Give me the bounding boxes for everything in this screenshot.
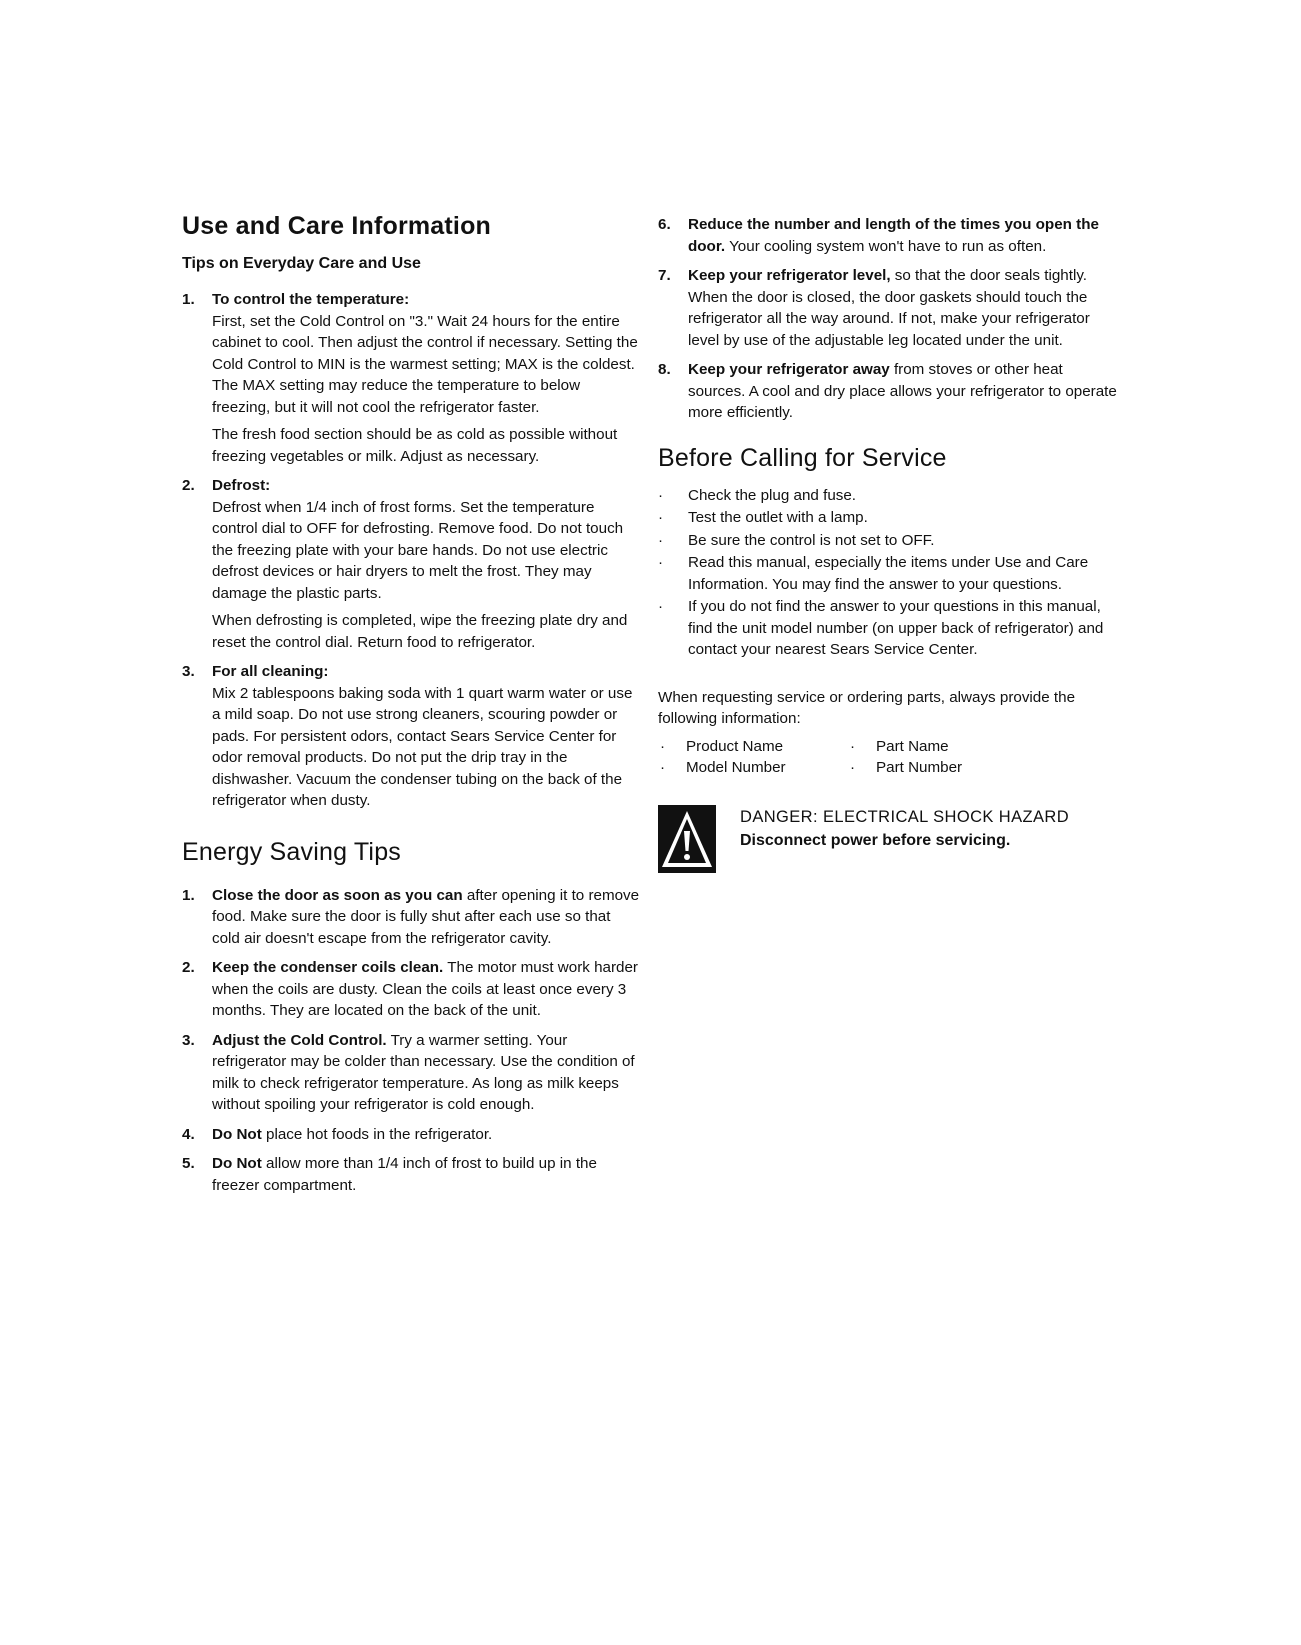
item-text: Your cooling system won't have to run as often. bbox=[725, 237, 1047, 255]
item-heading: For all cleaning: bbox=[212, 663, 329, 680]
list-item bbox=[848, 757, 1048, 779]
list-item bbox=[182, 1124, 642, 1146]
item-text: The fresh food section should be as cold as possible without freezing vegetables or milk. Adjust as necessary. bbox=[212, 426, 618, 465]
danger-text-block bbox=[740, 805, 1069, 853]
energy-list-continued bbox=[658, 214, 1124, 424]
item-text: Check the plug and fuse. bbox=[688, 486, 857, 504]
parts-info-list bbox=[658, 736, 1124, 779]
list-item bbox=[658, 485, 1124, 507]
item-text: First, set the Cold Control on "3." Wait 24 hours for the entire cabinet to cool. Then adjust the control if necessary. Setting the Cold Control to MIN is the warmest setting; MAX is the coldest. The MAX setting may reduce the temperature to below freezing, but it will not cool the refrigerator faster. bbox=[212, 312, 638, 416]
item-text: Try a warmer setting. Your refrigerator may be colder than necessary. Use the condition of milk to check refrigerator temperature. As long as milk keeps without spoiling your refrigerator is cold enough. bbox=[212, 1031, 635, 1113]
item-number: 7. bbox=[658, 267, 671, 284]
item-text: Defrost when 1/4 inch of frost forms. Set the temperature control dial to OFF for defrosting. Remove food. Do not touch the freezing plate with your bare hands. Do not use electric defrost devices or hair dryers to melt the frost. They may damage the plastic parts. bbox=[212, 498, 624, 602]
item-heading: Defrost: bbox=[212, 477, 271, 494]
item-lead: Keep your refrigerator away bbox=[688, 361, 890, 378]
bullet-icon: · bbox=[850, 759, 856, 776]
item-heading: To control the temperature: bbox=[212, 291, 410, 308]
list-item bbox=[658, 757, 848, 779]
item-lead: Adjust the Cold Control. bbox=[212, 1031, 387, 1049]
bullet-icon: · bbox=[658, 598, 664, 615]
list-item bbox=[182, 1030, 642, 1116]
warning-triangle-icon bbox=[658, 805, 716, 873]
item-number: 1. bbox=[182, 291, 195, 308]
list-item bbox=[658, 359, 1124, 424]
item-number: 2. bbox=[182, 959, 195, 976]
item-text: When defrosting is completed, wipe the freezing plate dry and reset the control dial. Return food to refrigerator. bbox=[212, 612, 628, 651]
list-item bbox=[182, 885, 642, 950]
item-text: Read this manual, especially the items under Use and Care Information. You may find the answer to your questions. bbox=[688, 554, 1089, 593]
item-number: 8. bbox=[658, 361, 671, 378]
item-text: Be sure the control is not set to OFF. bbox=[688, 531, 935, 549]
item-number: 4. bbox=[182, 1125, 195, 1143]
page-title: Use and Care Information bbox=[182, 212, 492, 240]
item-number: 2. bbox=[182, 477, 195, 494]
item-text: Part Name bbox=[876, 737, 949, 755]
item-text: Model Number bbox=[686, 759, 786, 776]
item-lead: Do Not bbox=[212, 1155, 262, 1172]
list-item bbox=[658, 596, 1124, 661]
item-lead: Close the door as soon as you can bbox=[212, 886, 463, 904]
item-text: so that the door seals tightly. When the door is closed, the door gaskets should touch the refrigerator all the way around. If not, make your refrigerator level by use of the adjustable leg located under the unit. bbox=[688, 267, 1090, 349]
item-lead: Reduce the number and length of the times you open the door. bbox=[688, 216, 1099, 255]
item-text: The motor must work harder when the coils are dusty. Clean the coils at least once every 3 months. They are located on the back of the unit. bbox=[212, 959, 638, 1019]
list-item bbox=[182, 475, 642, 653]
item-text: after opening it to remove food. Make sure the door is fully shut after each use so that cold air doesn't escape from the refrigerator cavity. bbox=[212, 886, 640, 947]
item-text: Test the outlet with a lamp. bbox=[688, 509, 868, 526]
item-lead: Keep your refrigerator level, bbox=[688, 267, 891, 284]
item-lead: Keep the condenser coils clean. bbox=[212, 959, 444, 976]
item-number: 3. bbox=[182, 663, 195, 680]
item-text: Mix 2 tablespoons baking soda with 1 quart warm water or use a mild soap. Do not use strong cleaners, scouring powder or pads. For persistent odors, contact Sears Service Center for odor removal products. Do not put the drip tray in the dishwasher. Vacuum the condenser tubing on the back of the refrigerator when dusty. bbox=[212, 684, 633, 809]
bullet-icon: · bbox=[850, 737, 856, 755]
left-column bbox=[182, 212, 642, 1204]
item-number: 1. bbox=[182, 886, 195, 904]
list-item bbox=[658, 736, 848, 758]
danger-notice bbox=[658, 805, 1124, 875]
list-item bbox=[658, 214, 1124, 257]
section-subtitle: Tips on Everyday Care and Use bbox=[182, 255, 421, 272]
bullet-icon: · bbox=[660, 759, 666, 776]
item-text: Product Name bbox=[686, 737, 784, 755]
bullet-icon: · bbox=[658, 486, 664, 504]
service-title: Before Calling for Service bbox=[658, 443, 947, 472]
right-column bbox=[658, 214, 1124, 875]
item-number: 6. bbox=[658, 216, 671, 233]
item-text: Part Number bbox=[876, 759, 963, 776]
bullet-icon: · bbox=[658, 509, 664, 526]
item-text: from stoves or other heat sources. A cool and dry place allows your refrigerator to operate more efficiently. bbox=[688, 361, 1117, 421]
bullet-icon: · bbox=[658, 554, 664, 571]
list-item bbox=[658, 507, 1124, 529]
list-item bbox=[848, 736, 1048, 758]
item-text: If you do not find the answer to your questions in this manual, find the unit model number (on upper back of refrigerator) and contact your nearest Sears Service Center. bbox=[688, 598, 1104, 658]
list-item bbox=[182, 957, 642, 1022]
list-item bbox=[658, 530, 1124, 552]
list-item bbox=[658, 265, 1124, 351]
energy-title: Energy Saving Tips bbox=[182, 837, 401, 866]
danger-title: DANGER: ELECTRICAL SHOCK HAZARD bbox=[740, 807, 1070, 826]
item-number: 5. bbox=[182, 1155, 195, 1172]
energy-list bbox=[182, 885, 642, 1197]
item-number: 3. bbox=[182, 1031, 195, 1049]
request-info-text: When requesting service or ordering parts, always provide the following information: bbox=[658, 688, 1076, 727]
list-item bbox=[658, 552, 1124, 595]
item-text: place hot foods in the refrigerator. bbox=[261, 1125, 493, 1143]
list-item bbox=[182, 1153, 642, 1196]
bullet-icon: · bbox=[658, 531, 664, 549]
list-item bbox=[182, 289, 642, 467]
bullet-icon: · bbox=[660, 737, 666, 755]
care-list bbox=[182, 289, 642, 812]
item-lead: Do Not bbox=[212, 1125, 262, 1143]
item-text: allow more than 1/4 inch of frost to build up in the freezer compartment. bbox=[212, 1155, 597, 1194]
danger-message: Disconnect power before servicing. bbox=[740, 831, 1011, 849]
service-checklist bbox=[658, 485, 1124, 661]
list-item bbox=[182, 661, 642, 812]
